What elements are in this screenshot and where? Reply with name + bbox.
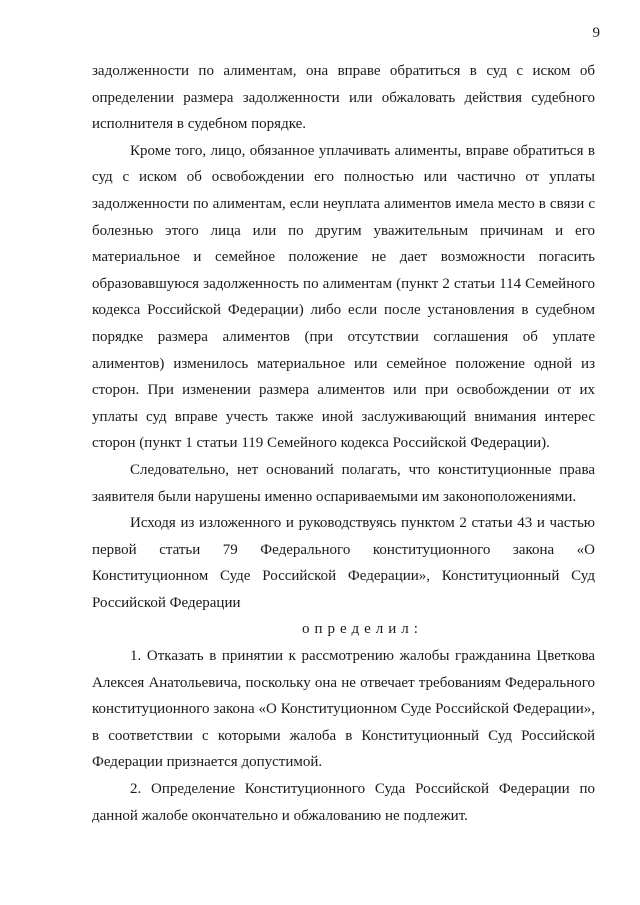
document-body	[92, 58, 595, 829]
paragraph-grounds: Исходя из изложенного и руководствуясь пунктом 2 статьи 43 и частью первой статьи 79 Федерального конституционного закона «О Конституционном Суде Российской Федерации», Конституционный Суд Российской Федерации	[92, 515, 595, 611]
decision-item-1: 1. Отказать в принятии к рассмотрению жалобы гражданина Цветкова Алексея Анатольевича, поскольку она не отвечает требованиям Федерального конституционного закона «О Конституционном Суде Российской Федерации», в соответствии с которыми жалоба в Конституционный Суд Российской Федерации признается допустимой.	[92, 648, 595, 771]
paragraph-conclusion: Следовательно, нет оснований полагать, что конституционные права заявителя были нарушены именно оспариваемыми им законоположениями.	[92, 461, 595, 505]
paragraph-alimony-exemption: Кроме того, лицо, обязанное уплачивать алименты, вправе обратиться в суд с иском об освобождении его полностью или частично от уплаты задолженности по алиментам, если неуплата алиментов имела место в связи с болезнью этого лица или по другим уважительным причинам и его материальное и семейное положение не дает возможности погасить образовавшуюся задолженность по алиментам (пункт 2 статьи 114 Семейного кодекса Российской Федерации) либо если после установления в судебном порядке размера алиментов (при отсутствии соглашения об уплате алиментов) изменилось материальное или семейное положение одной из сторон. При изменении размера алиментов или при освобождении от их уплаты суд вправе учесть также иной заслуживающий внимания интерес сторон (пункт 1 статьи 119 Семейного кодекса Российской Федерации).	[92, 142, 595, 452]
decision-heading: определил:	[302, 621, 423, 638]
page-number: 9	[592, 25, 600, 41]
decision-item-2: 2. Определение Конституционного Суда Российской Федерации по данной жалобе окончательно и обжалованию не подлежит.	[92, 781, 595, 824]
paragraph-continuation: задолженности по алиментам, она вправе обратиться в суд с иском об определении размера задолженности или обжаловать действия судебного исполнителя в судебном порядке.	[92, 63, 595, 133]
